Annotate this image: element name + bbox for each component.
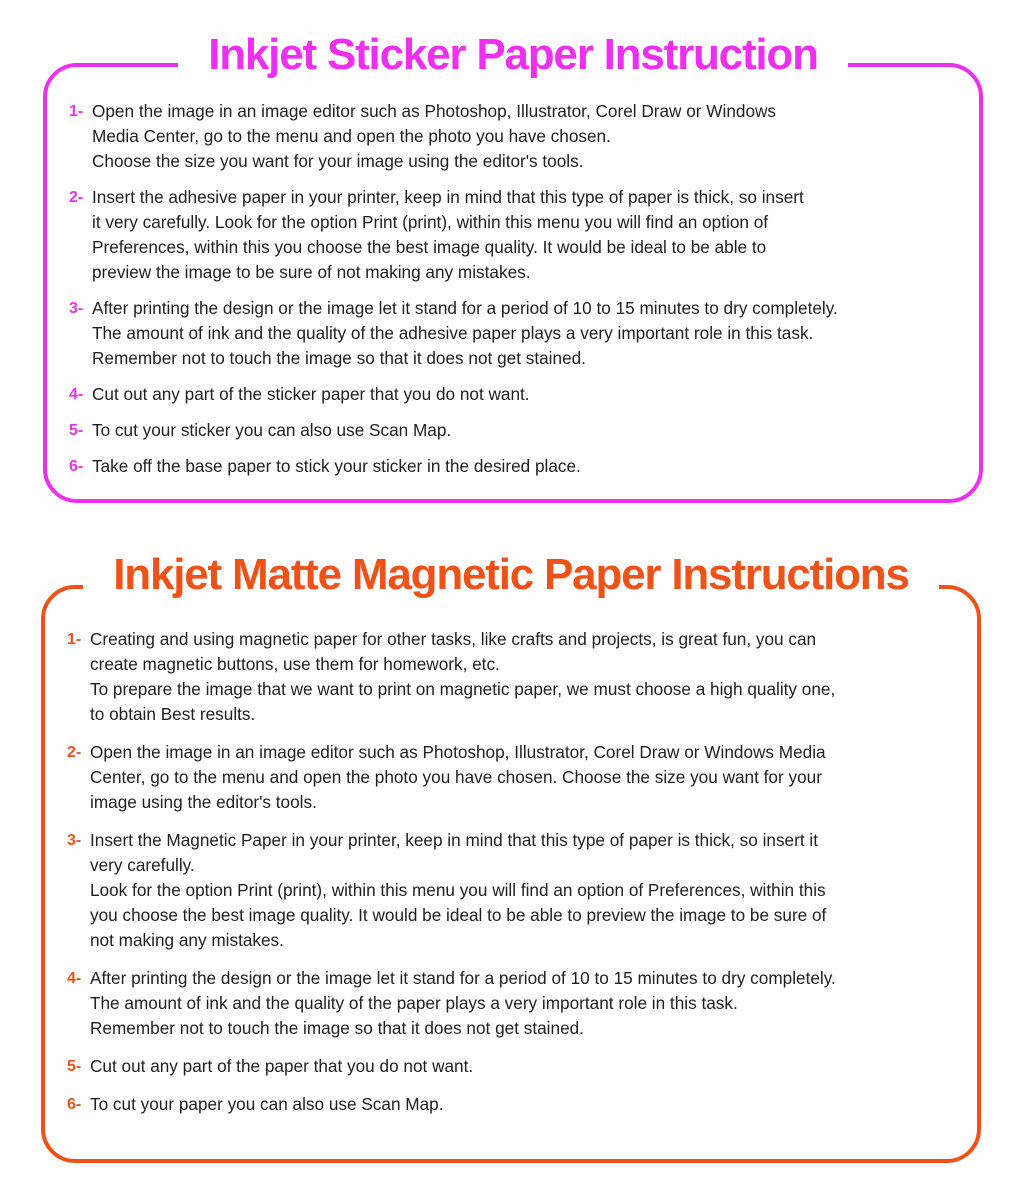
step-text: Creating and using magnetic paper for other tasks, like crafts and projects, is great fun, you can create magnetic buttons, use them for homework, etc. To prepare the image that we want to print on magnetic paper, we must choose a high quality one, to obtain Best results. [90, 629, 836, 724]
sticker-step [69, 454, 961, 479]
magnetic-section-title: Inkjet Matte Magnetic Paper Instructions [45, 545, 977, 605]
magnetic-step [67, 740, 959, 815]
sticker-section-title: Inkjet Sticker Paper Instruction [47, 25, 979, 85]
step-text: Open the image in an image editor such as Photoshop, Illustrator, Corel Draw or Windows Media Center, go to the menu and open the photo you have chosen. Choose the size you want for your image using the editor's tools. [92, 101, 777, 171]
step-number: 4- [69, 386, 84, 403]
step-text: Take off the base paper to stick your sticker in the desired place. [92, 456, 581, 476]
step-text: To cut your paper you can also use Scan Map. [90, 1094, 444, 1114]
step-number: 1- [67, 631, 82, 648]
magnetic-step [67, 627, 959, 727]
magnetic-step [67, 828, 959, 953]
step-text: To cut your sticker you can also use Scan Map. [92, 420, 452, 440]
step-text: Cut out any part of the sticker paper that you do not want. [92, 384, 530, 404]
step-number: 4- [67, 970, 82, 987]
step-text: Insert the Magnetic Paper in your printer, keep in mind that this type of paper is thick, so insert it very carefully. Look for the option Print (print), within this menu you will find an option of Preferences, within this you choose the best image quality. It would be ideal to be able to preview the image to be sure of not making any mistakes. [90, 830, 827, 950]
step-number: 5- [69, 422, 84, 439]
magnetic-step-list [67, 627, 959, 1130]
sticker-step-list [69, 99, 961, 490]
step-number: 2- [69, 189, 84, 206]
sticker-step [69, 382, 961, 407]
step-text: After printing the design or the image let it stand for a period of 10 to 15 minutes to dry completely. The amount of ink and the quality of the paper plays a very important role in this task. Remember not to touch the image so that it does not get stained. [90, 968, 836, 1038]
step-text: Cut out any part of the paper that you do not want. [90, 1056, 474, 1076]
sticker-step [69, 185, 961, 285]
magnetic-step [67, 1092, 959, 1117]
step-text: Open the image in an image editor such as Photoshop, Illustrator, Corel Draw or Windows Media Center, go to the menu and open the photo you have chosen. Choose the size you want for your image using the editor's tools. [90, 742, 826, 812]
step-number: 1- [69, 103, 84, 120]
sticker-step [69, 99, 961, 174]
sticker-step [69, 418, 961, 443]
step-text: After printing the design or the image let it stand for a period of 10 to 15 minutes to dry completely. The amount of ink and the quality of the adhesive paper plays a very important role in this task. Remember not to touch the image so that it does not get stained. [92, 298, 838, 368]
step-number: 6- [67, 1096, 82, 1113]
step-number: 5- [67, 1058, 82, 1075]
magnetic-step [67, 1054, 959, 1079]
magnetic-step [67, 966, 959, 1041]
step-number: 2- [67, 744, 82, 761]
step-number: 6- [69, 458, 84, 475]
magnetic-instructions-panel [41, 550, 981, 1163]
sticker-instructions-panel [43, 30, 983, 503]
step-number: 3- [67, 832, 82, 849]
step-number: 3- [69, 300, 84, 317]
step-text: Insert the adhesive paper in your printer, keep in mind that this type of paper is thick, so insert it very carefully. Look for the option Print (print), within this menu you will find an option of Preferences, within this you choose the best image quality. It would be ideal to be able to preview the image to be sure of not making any mistakes. [92, 187, 804, 282]
sticker-step [69, 296, 961, 371]
